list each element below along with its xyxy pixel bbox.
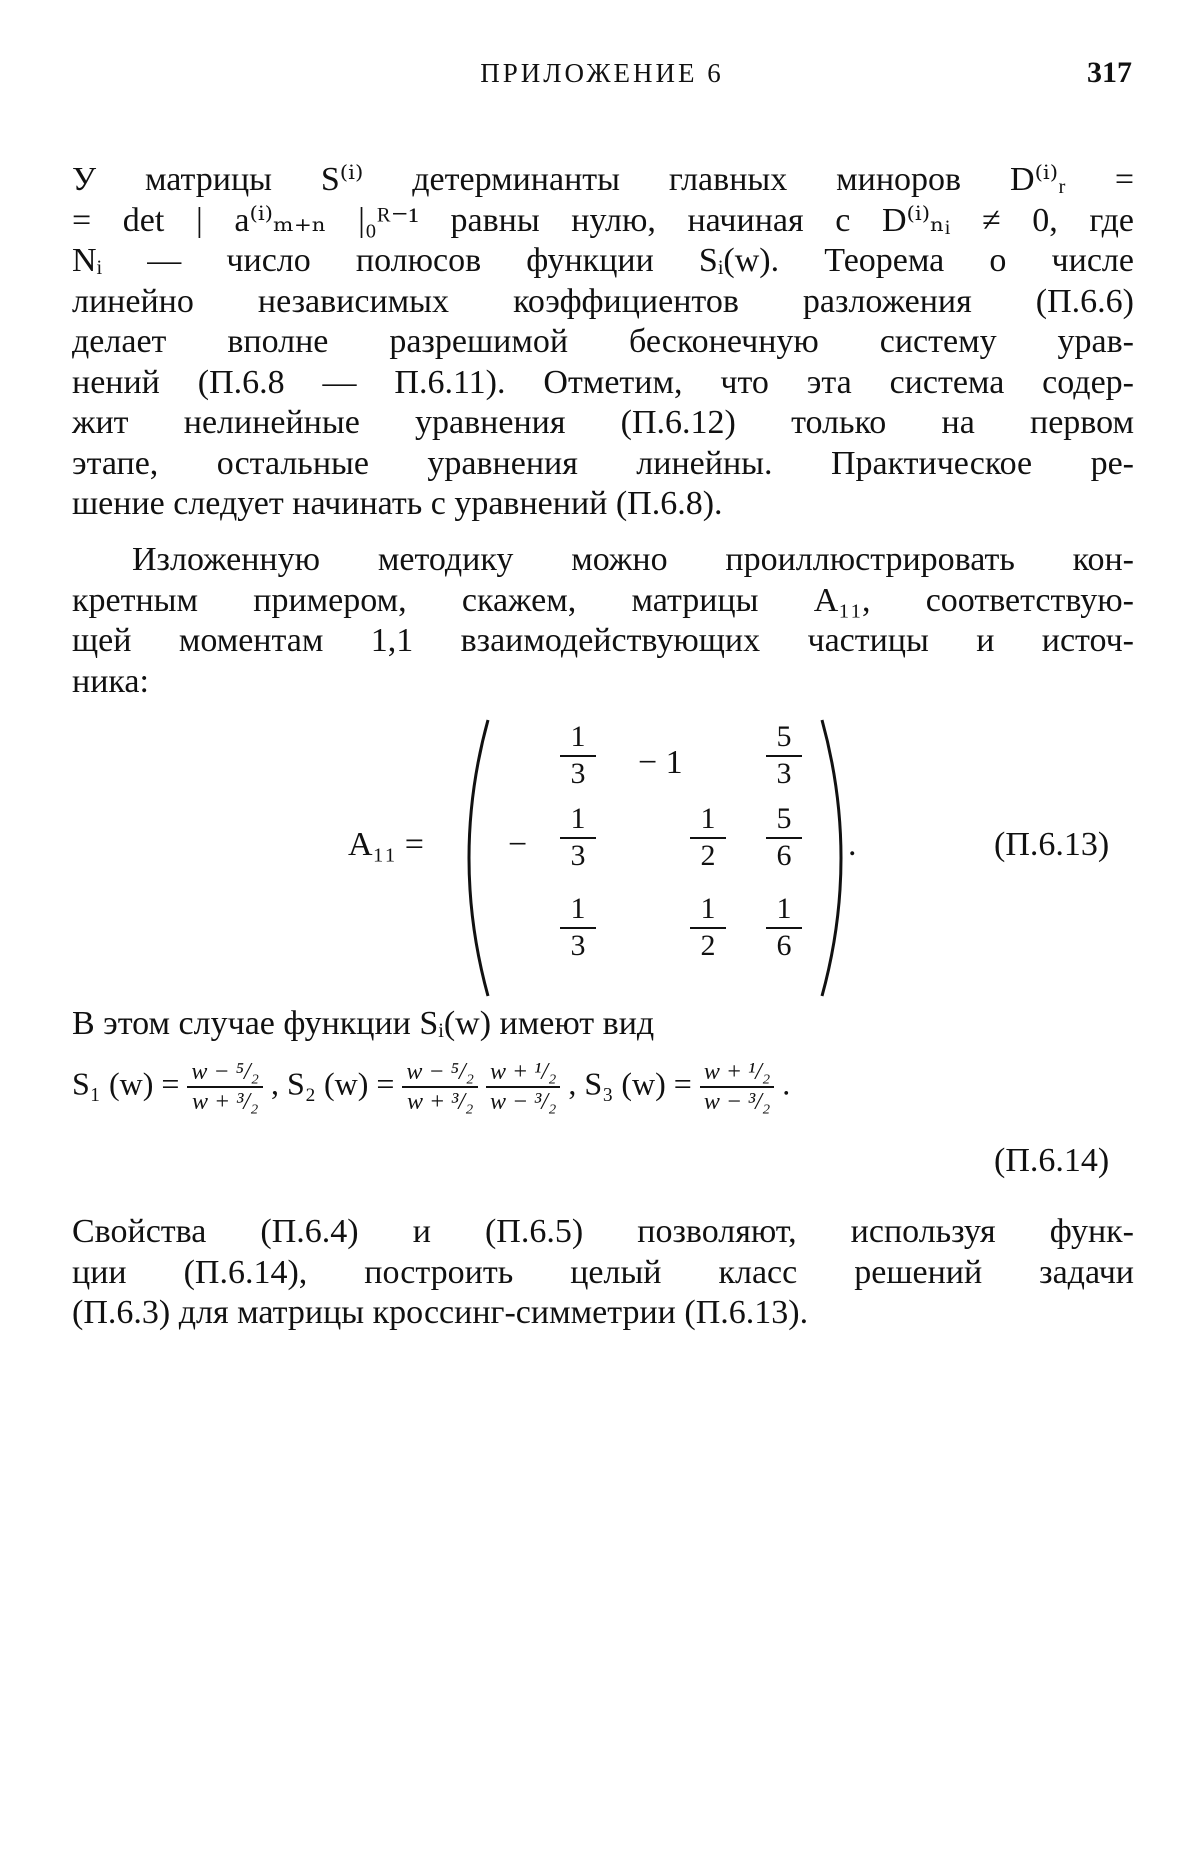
matrix-entry: 1 2 — [690, 894, 726, 961]
text-line: В этом случае функции Sᵢ(w) имеют вид — [72, 1005, 655, 1042]
matrix-period: . — [848, 826, 857, 863]
matrix-entry: 1 3 — [560, 804, 596, 871]
paragraph-1 — [72, 160, 1134, 525]
matrix-entry: 1 3 — [560, 894, 596, 961]
page-header — [72, 52, 1132, 96]
s2-fraction-a: $\frac{\text{w − ⁵/₂}}{\text{w + ³/₂}}$ — [402, 1058, 478, 1116]
text-line: = det | a⁽ⁱ⁾ₘ₊ₙ |₀ᴿ⁻¹ равны нулю, начиная с D⁽ⁱ⁾ₙᵢ ≠ 0, где — [72, 201, 1134, 239]
matrix-lhs: A₁₁ = — [348, 826, 424, 863]
text-line: шение следует начинать с уравнений (П.6.8). — [72, 485, 723, 522]
s1-fraction: $\frac{\text{w − ⁵/₂}}{\text{w + ³/₂}}$ — [187, 1058, 263, 1116]
text-line: ции (П.6.14), построить целый класс решений задачи — [72, 1253, 1134, 1291]
s3-fraction: $\frac{\text{w + ¹/₂}}{\text{w − ³/₂}}$ — [700, 1058, 774, 1116]
matrix-sign: − — [508, 826, 528, 863]
equation-number: (П.6.14) — [994, 1142, 1110, 1179]
matrix-entry: 1 6 — [766, 894, 802, 961]
formula-end: . — [782, 1065, 791, 1102]
matrix-entry: 5 6 — [766, 804, 802, 871]
matrix-entry: − 1 — [638, 744, 683, 781]
text-line: Свойства (П.6.4) и (П.6.5) позволяют, используя функ- — [72, 1213, 1134, 1250]
s2-label: , S₂ (w) = — [270, 1065, 395, 1102]
text-line: нений (П.6.8 — П.6.11). Отметим, что эта система содер- — [72, 363, 1134, 401]
s3-label: , S₃ (w) = — [568, 1065, 692, 1102]
matrix-entry: 5 3 — [766, 722, 802, 789]
paragraph-2 — [72, 540, 1134, 702]
equation-number: (П.6.13) — [994, 826, 1110, 863]
text-line: кретным примером, скажем, матрицы A₁₁, соответствую- — [72, 581, 1134, 619]
matrix-entry: 1 2 — [690, 804, 726, 871]
text-line: жит нелинейные уравнения (П.6.12) только на первом — [72, 404, 1134, 441]
text-line: Nᵢ — число полюсов функции Sᵢ(w). Теорема о числе — [72, 242, 1134, 279]
s2-fraction-b: $\frac{\text{w + ¹/₂}}{\text{w − ³/₂}}$ — [486, 1058, 560, 1116]
text-line: У матрицы S⁽ⁱ⁾ детерминанты главных миноров D⁽ⁱ⁾ᵣ = — [72, 161, 1134, 198]
paragraph-4 — [72, 1212, 1134, 1334]
text-line: линейно независимых коэффициентов разложения (П.6.6) — [72, 282, 1134, 320]
text-line: делает вполне разрешимой бесконечную систему урав- — [72, 323, 1134, 360]
text-line: щей моментам 1,1 взаимодействующих частицы и источ- — [72, 622, 1134, 659]
matrix-entry: 1 3 — [560, 722, 596, 789]
text-line: (П.6.3) для матрицы кроссинг-симметрии (П.6.13). — [72, 1294, 809, 1331]
running-title: ПРИЛОЖЕНИЕ 6 — [480, 58, 724, 88]
text-line: Изложенную методику можно проиллюстрировать кон- — [132, 541, 1134, 578]
page-number: 317 — [1087, 56, 1132, 89]
text-line: этапе, остальные уравнения линейны. Практическое ре- — [72, 444, 1134, 482]
functions-formula — [72, 1058, 1134, 1116]
matrix-equation — [0, 708, 1200, 1008]
text-line: ника: — [72, 662, 149, 700]
paragraph-3 — [72, 1004, 1134, 1045]
s1-label: S₁ (w) = — [72, 1065, 180, 1102]
